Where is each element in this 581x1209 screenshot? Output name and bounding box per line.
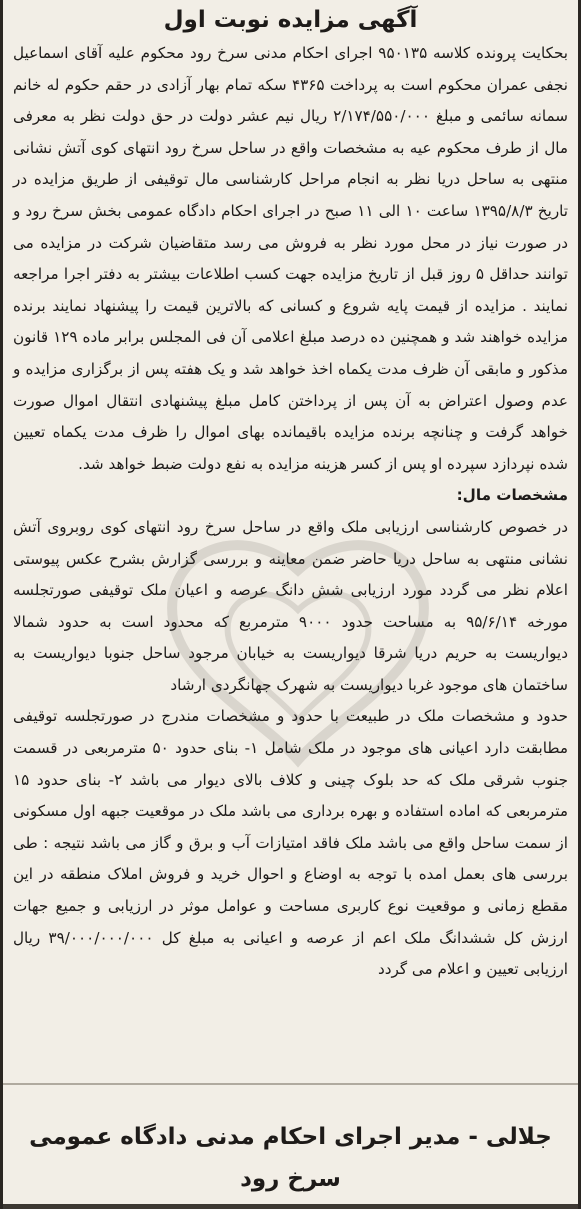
notice-title: آگهی مزایده نوبت اول xyxy=(163,7,418,33)
notice-body xyxy=(13,38,568,986)
notice-signature: جلالی - مدیر اجرای احکام مدنی دادگاه عمومی سرخ رود xyxy=(29,1124,552,1192)
bottom-edge xyxy=(3,1204,578,1209)
notice-intro-paragraph: بحکایت پرونده کلاسه ۹۵۰۱۳۵ اجرای احکام مدنی سرخ رود محکوم علیه آقای اسماعیل نجفی عمران محکوم است به پرداخت ۴۳۶۵ سکه تمام بهار آزادی در حقم حکوم له خانم سمانه سائمی و مبلغ ۲/۱۷۴/۵۵۰/۰۰۰ ریال نیم عشر دولت در حق دولت نظر به معرفی مال از طرف محکوم عیه به مشخصات واقع در ساحل سرخ رود انتهای کوی آتش نشانی منتهی به ساحل دریا نظر به انجام مراحل کارشناسی مال توقیفی از طریق مزایده در تاریخ ۱۳۹۵/۸/۳ ساعت ۱۰ الی ۱۱ صبح در اجرای احکام دادگاه عمومی بخش سرخ رود و در صورت نیاز در محل مورد نظر به فروش می رسد متقاضیان شرکت در مزایده می توانند حداقل ۵ روز قبل از تاریخ مزایده جهت کسب اطلاعات بیشتر به دفتر اجرا مراجعه نمایند . مزایده از قیمت پایه شروع و کسانی که بالاترین قیمت را پیشنهاد نمایند برنده مزایده خواهند شد و همچنین ده درصد مبلغ اعلامی آن فی المجلس برابر ماده ۱۲۹ قانون مذکور و مابقی آن ظرف مدت یکماه اخذ خواهد شد و یک هفته پس از برگزاری مزایده و عدم وصول اعتراض به آن پس از پرداختن کامل مبلغ پیشنهادی انتقال اموال صورت خواهد گرفت و چنانچه برنده مزایده باقیمانده بهای اموال را ظرف مدت یکماه تعیین شده نپردازد سپرده او پس از کسر هزینه مزایده به نفع دولت ضبط خواهد شد. xyxy=(13,44,569,473)
divider-line xyxy=(3,1083,578,1085)
property-description-paragraph: در خصوص کارشناسی ارزیابی ملک واقع در ساحل سرخ رود انتهای کوی روبروی آتش نشانی منتهی به ساحل دریا حاضر ضمن معاینه و بررسی گزارش بشرح عکس پیوستی اعلام نظر می گردد مورد ارزیابی شش دانگ عرصه و اعیان ملک توقیفی صورتجلسه مورخه ۹۵/۶/۱۴ به مساحت حدود ۹۰۰۰ مترمربع که محدود است به حدود شمالا دیواریست به حریم دریا شرقا دیواریست به خیابان مرجود ساحل جنوبا دیواریست به ساختمان های موجود غربا دیواریست به شهرک جهانگردی ارشاد xyxy=(13,517,568,694)
property-section-label: مشخصات مال: xyxy=(456,486,568,505)
property-details-paragraph: حدود و مشخصات ملک در طبیعت با حدود و مشخصات مندرج در صورتجلسه توقیفی مطابقت دارد اعیانی های موجود در ملک شامل ۱- بنای حدود ۵۰ مترمربعی در قسمت جنوب شرقی ملک که حد بلوک چینی و کلاف بالای دیوار می باشد ۲- بنای حدود ۱۵ مترمربعی که اماده استفاده و بهره برداری می باشد ملک در موقعیت جبهه اول مسکونی از سمت ساحل واقع می باشد ملک فاقد امتیازات آب و برق و گاز می باشد نتیجه : طی بررسی های بعمل امده با توجه به اوضاع و احوال خرید و فروش املاک منطقه در این مقطع زمانی و موقعیت نوع کاربری مساحت و عوامل موثر در ارزیابی و جمیع جهات ارزش کل ششدانگ ملک اعم از عرصه و اعیانی به مبلغ کل ۳۹/۰۰۰/۰۰۰/۰۰۰ ریال ارزیابی تعیین و اعلام می گردد xyxy=(13,707,568,979)
